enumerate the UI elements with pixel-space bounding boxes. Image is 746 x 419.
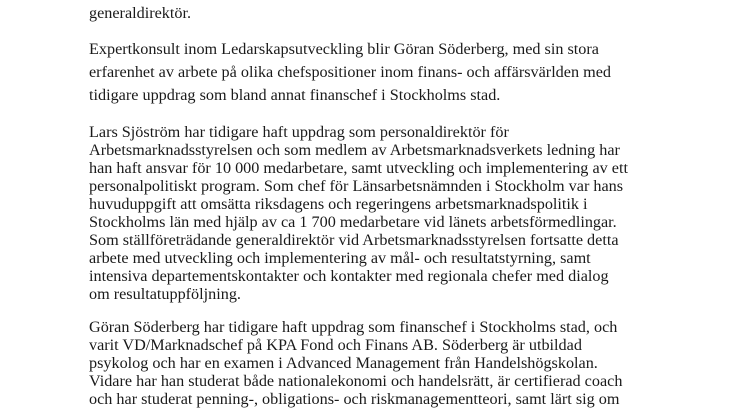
text-line: arbete med utveckling och implementering av mål- och resultatstyrning, samt [89, 249, 591, 267]
text-line: Göran Söderberg har tidigare haft uppdrag som finanschef i Stockholms stad, och [89, 318, 618, 336]
text-line: personalpolitiskt program. Som chef för Länsarbetsnämnden i Stockholm var hans [89, 177, 624, 195]
text-line: varit VD/Marknadschef på KPA Fond och Finans AB. Söderberg är utbildad [89, 336, 582, 354]
text-line: om resultatuppföljning. [89, 285, 241, 303]
text-line: generaldirektör. [89, 4, 192, 22]
text-line: Stockholms län med hjälp av ca 1 700 medarbetare vid länets arbetsförmedlingar. [89, 213, 617, 231]
text-line: Vidare har han studerat både nationalekonomi och handelsrätt, är certifierad coach [89, 372, 623, 390]
text-line: psykolog och har en examen i Advanced Management från Handelshögskolan. [89, 354, 598, 372]
text-line: Som ställföreträdande generaldirektör vid Arbetsmarknadsstyrelsen fortsatte detta [89, 231, 619, 249]
text-line: intensiva departementskontakter och kontakter med regionala chefer med dialog [89, 267, 609, 285]
text-line: tidigare uppdrag som bland annat finanschef i Stockholms stad. [89, 86, 501, 104]
text-line: Lars Sjöström har tidigare haft uppdrag som personaldirektör för [89, 123, 509, 141]
text-line: och har studerat penning-, obligations- och riskmanagementteori, samt lärt sig om [89, 390, 620, 408]
text-line: Arbetsmarknadsstyrelsen och som medlem av Arbetsmarknadsverkets ledning har [89, 141, 620, 159]
text-line: huvuduppgift att omsätta riksdagens och regeringens arbetsmarknadspolitik i [89, 195, 588, 213]
text-line: Expertkonsult inom Ledarskapsutveckling blir Göran Söderberg, med sin stora [89, 40, 599, 58]
text-line: erfarenhet av arbete på olika chefspositioner inom finans- och affärsvärlden med [89, 63, 611, 81]
text-line: han haft ansvar för 10 000 medarbetare, samt utveckling och implementering av ett [89, 159, 628, 177]
